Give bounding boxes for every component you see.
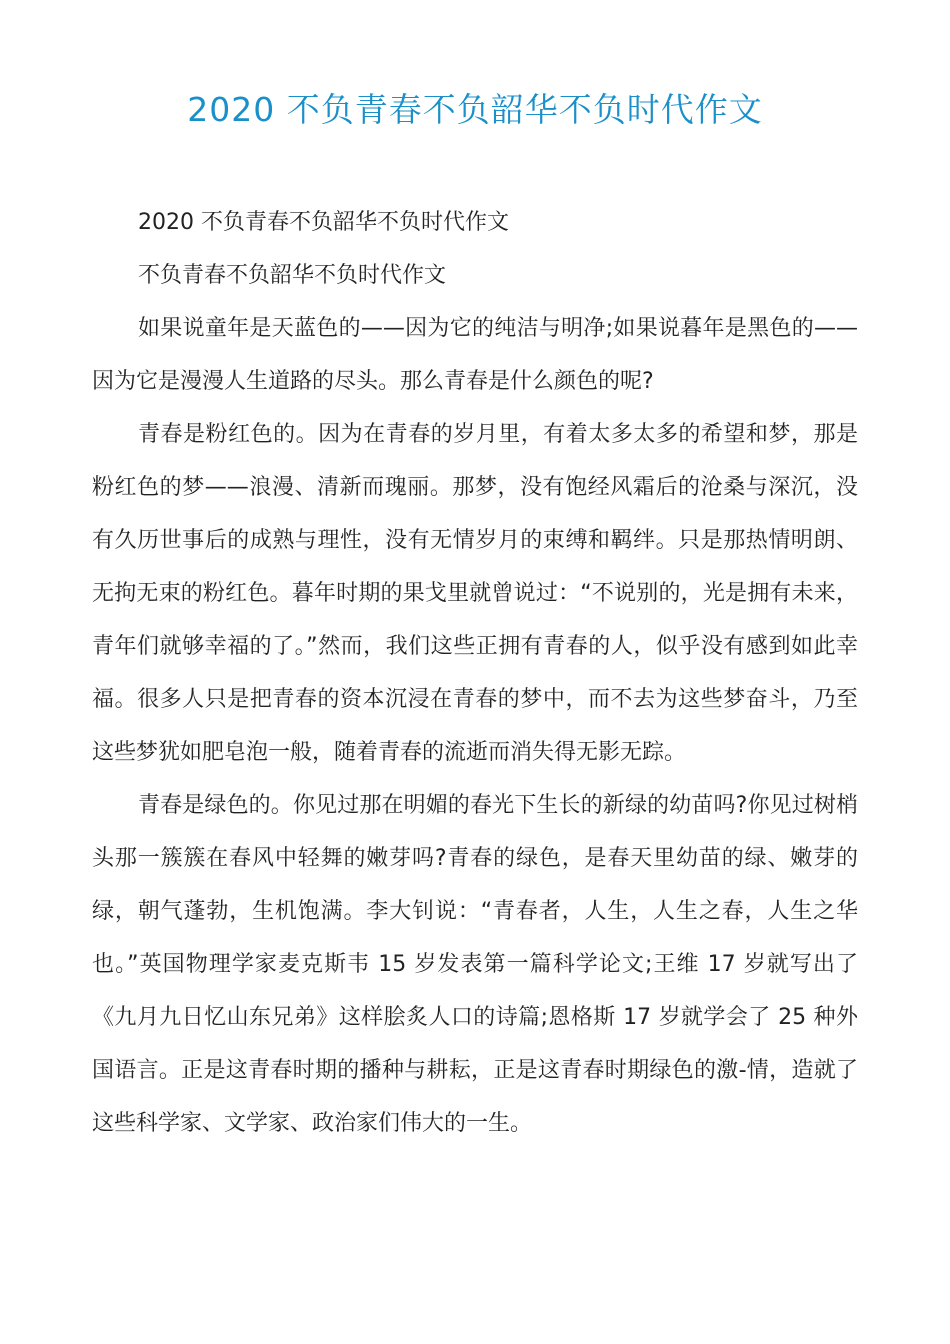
paragraph-subtitle: 2020 不负青春不负韶华不负时代作文	[138, 210, 509, 235]
paragraph-intro: 如果说童年是天蓝色的——因为它的纯洁与明净;如果说暮年是黑色的——因为它是漫漫人生道路的尽头。那么青春是什么颜色的呢?	[92, 316, 858, 394]
paragraph-pink: 青春是粉红色的。因为在青春的岁月里，有着太多太多的希望和梦，那是粉红色的梦——浪漫、清新而瑰丽。那梦，没有饱经风霜后的沧桑与深沉，没有久历世事后的成熟与理性，没有无情岁月的束缚和羁绊。只是那热情明朗、无拘无束的粉红色。暮年时期的果戈里就曾说过：“不说别的，光是拥有未来，青年们就够幸福的了。”然而，我们这些正拥有青春的人，似乎没有感到如此幸福。很多人只是把青春的资本沉浸在青春的梦中，而不去为这些梦奋斗，乃至这些梦犹如肥皂泡一般，随着青春的流逝而消失得无影无踪。	[92, 422, 858, 765]
document-title: 2020 不负青春不负韶华不负时代作文	[187, 90, 763, 129]
document-body	[92, 196, 858, 1150]
paragraph-green: 青春是绿色的。你见过那在明媚的春光下生长的新绿的幼苗吗?你见过树梢头那一簇簇在春风中轻舞的嫩芽吗?青春的绿色，是春天里幼苗的绿、嫩芽的绿，朝气蓬勃，生机饱满。李大钊说：“青春者，人生，人生之春，人生之华也。”英国物理学家麦克斯韦 15 岁发表第一篇科学论文;王维 17 岁就写出了《九月九日忆山东兄弟》这样脍炙人口的诗篇;恩格斯 17 岁就学会了 25 种外国语言。正是这青春时期的播种与耕耘，正是这青春时期绿色的激-情，造就了这些科学家、文学家、政治家们伟大的一生。	[92, 793, 858, 1136]
paragraph-heading: 不负青春不负韶华不负时代作文	[138, 263, 447, 288]
